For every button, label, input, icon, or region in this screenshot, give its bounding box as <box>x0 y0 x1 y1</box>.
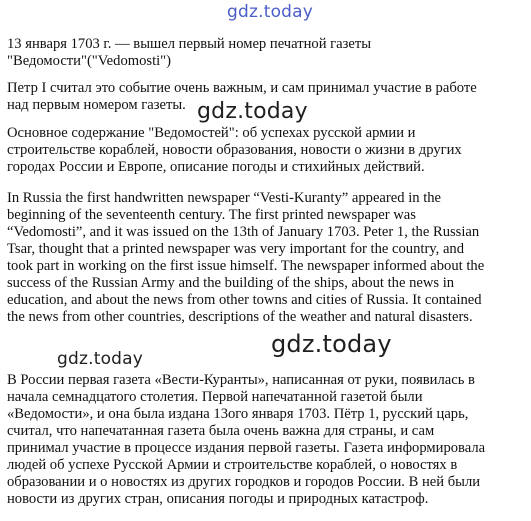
text-line: “Vedomosti”, and it was issued on the 13th of January 1703. Peter 1, the Russian <box>7 224 480 240</box>
watermark-middle-1: gdz.today <box>197 99 308 124</box>
text-line: Tsar, thought that a printed newspaper was very important for the country, and <box>7 241 465 257</box>
text-line: took part in working on the first issue himself. The newspaper informed about the <box>7 258 485 274</box>
paragraph-english <box>7 190 525 326</box>
text-line: education, and about the news from other towns and cities of Russia. It contained <box>7 292 482 308</box>
text-line: В России первая газета «Вести-Куранты», написанная от руки, появилась в <box>7 372 475 388</box>
text-line: «Ведомости», и она была издана 13ого января 1703. Пётр 1, русский царь, <box>7 406 469 422</box>
text-line: Основное содержание "Ведомостей": об успехах русской армии и <box>7 125 416 141</box>
text-line: success of the Russian Army and the building of the ships, about the news in <box>7 275 455 291</box>
paragraph-vedomosti-date <box>7 36 525 70</box>
text-line: людей об успехе Русской Армии и строительстве кораблей, о новостях в <box>7 457 458 473</box>
watermark-middle-3: gdz.today <box>57 349 144 369</box>
text-line: считал, что напечатанная газета была очень важна для страны, и сам <box>7 423 435 439</box>
watermark-middle-2: gdz.today <box>271 330 392 358</box>
text-line: In Russia the first handwritten newspaper “Vesti-Kuranty” appeared in the <box>7 190 442 206</box>
text-line: над первым номером газеты. <box>7 97 186 113</box>
text-line: новости из других стран, описания погоды и природных катастроф. <box>7 491 429 507</box>
text-line: начала семнадцатого столетия. Первой напечатанной газетой были <box>7 389 423 405</box>
text-line: Петр I считал это событие очень важным, и сам принимал участие в работе <box>7 80 477 96</box>
text-line: принимал участие в процессе издания первой газеты. Газета информировала <box>7 440 486 456</box>
text-line: the news from other countries, descriptions of the weather and natural disasters. <box>7 309 473 325</box>
text-line: "Ведомости"("Vedomosti") <box>7 53 172 69</box>
watermark-top: gdz.today <box>227 2 314 22</box>
text-line: beginning of the seventeenth century. The first printed newspaper was <box>7 207 416 223</box>
text-line: городах России и Европе, описание погоды и стихийных действий. <box>7 159 425 175</box>
text-line: 13 января 1703 г. — вышел первый номер печатной газеты <box>7 36 372 52</box>
text-line: строительстве кораблей, новости образования, новости о жизни в других <box>7 142 462 158</box>
text-line: образовании и о новостях из других городков и городов России. В ней были <box>7 474 481 490</box>
paragraph-main-content <box>7 125 525 176</box>
paragraph-russian-translation <box>7 372 525 508</box>
